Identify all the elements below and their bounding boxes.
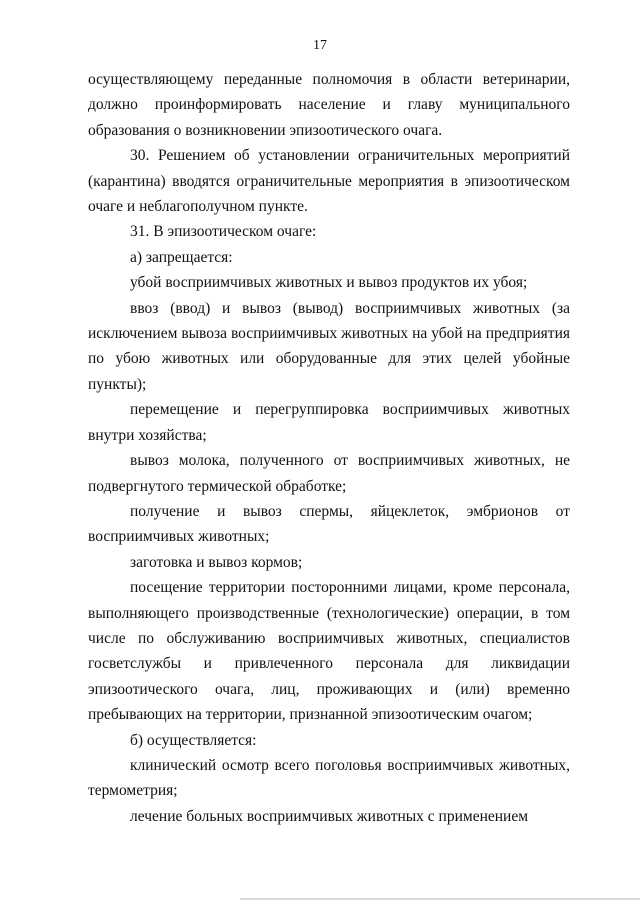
list-item-inspection: клинический осмотр всего поголовья восприимчивых животных, термометрия; [88,756,570,800]
list-item-slaughter: убой восприимчивых животных и вывоз продуктов их убоя; [130,274,528,292]
list-item-genetic-material: получение и вывоз спермы, яйцеклеток, эмбрионов от восприимчивых животных; [88,502,570,546]
subsection-b-heading: б) осуществляется: [130,731,257,749]
list-item-movement: перемещение и перегруппировка восприимчивых животных внутри хозяйства; [88,401,570,444]
paragraph-continuation: осуществляющему переданные полномочия в области ветеринарии, должно проинформировать население и главу муниципального образования о возникновении эпизоотического очага. [88,71,570,139]
list-item-visitors: посещение территории посторонними лицами, кроме персонала, выполняющего производственные (технологические) операции, в том числе по обслуживанию восприимчивых животных, специалистов госветслужбы и привлеченного персонала для ликвидации эпизоотического очага, лиц, проживающих и (или) временно пребывающих на территории, признанной эпизоотическим очагом; [88,579,570,724]
scan-edge-line [240,898,640,900]
paragraph-31-heading: 31. В эпизоотическом очаге: [130,223,317,241]
paragraph-30: 30. Решением об установлении ограничительных мероприятий (карантина) вводятся ограничительные мероприятия в эпизоотическом очаге и неблагополучном пункте. [88,147,570,216]
document-body [88,67,570,829]
list-item-treatment: лечение больных восприимчивых животных с применением [130,807,529,825]
list-item-import-export: ввоз (ввод) и вывоз (вывод) восприимчивых животных (за исключением вывоза восприимчивых животных на убой на предприятия по убою животных или оборудованные для этих целей убойные пункты); [88,299,570,393]
list-item-feed: заготовка и вывоз кормов; [130,553,303,571]
page-number: 17 [313,38,327,53]
subsection-a-heading: а) запрещается: [130,248,233,266]
list-item-milk: вывоз молока, полученного от восприимчивых животных, не подвергнутого термической обработке; [88,452,570,495]
